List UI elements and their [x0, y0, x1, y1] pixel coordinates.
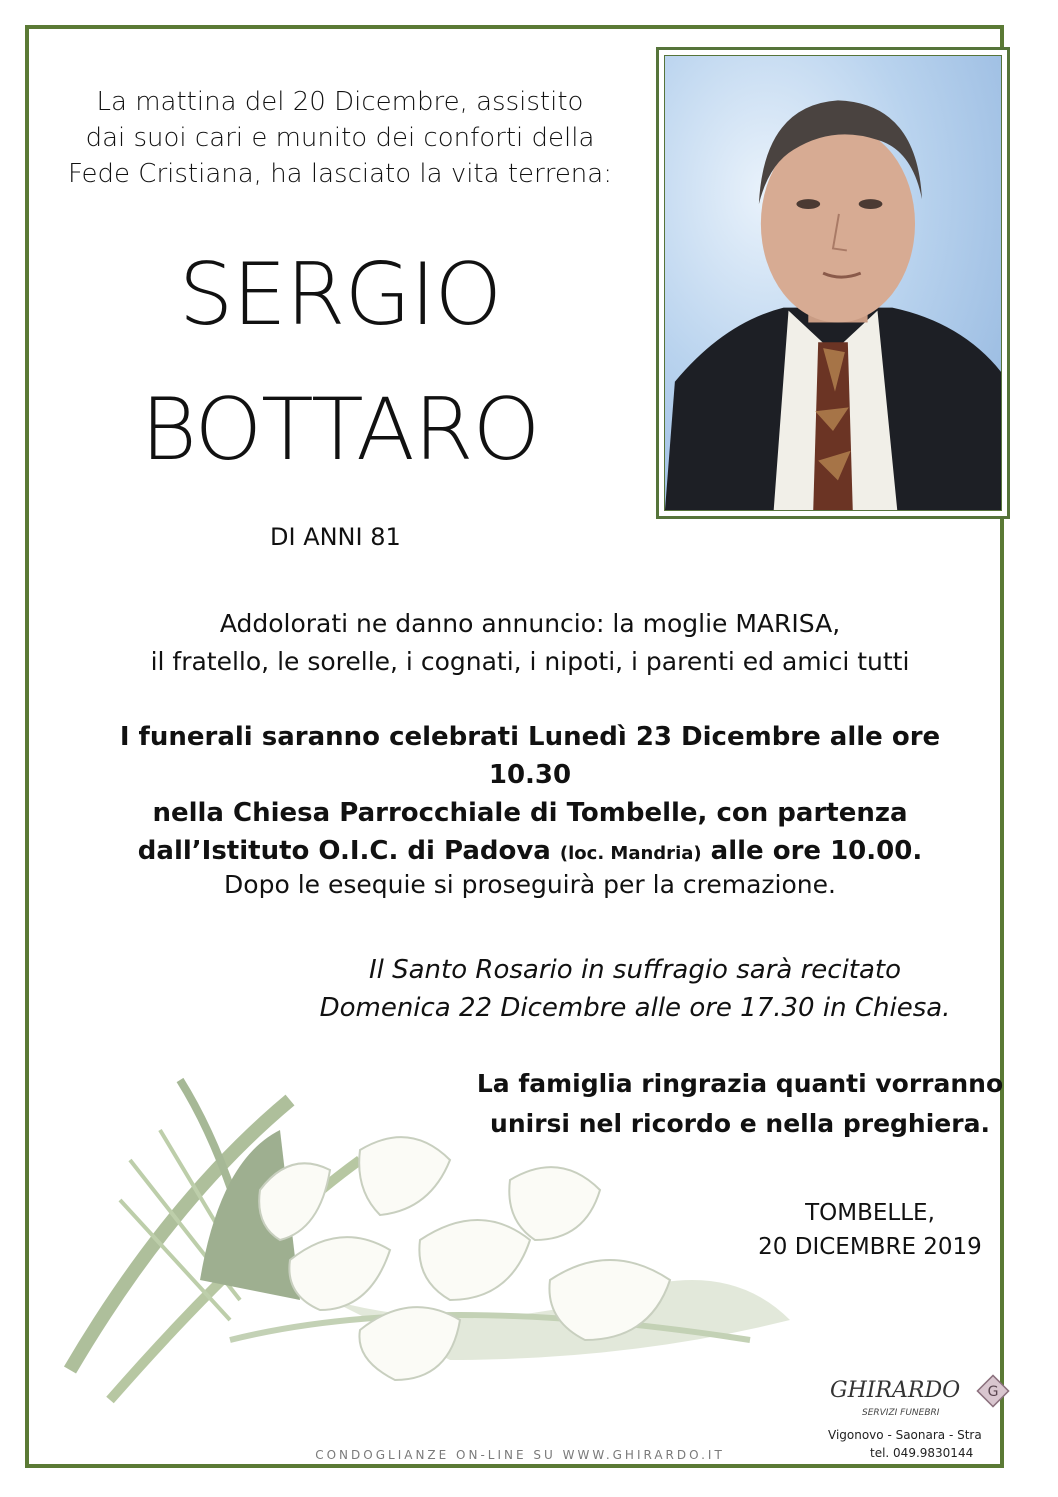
family-thanks: La famiglia ringrazia quanti vorranno unirsi nel ricordo e nella preghiera.	[476, 1069, 1004, 1138]
cremation-note: Dopo le esequie si proseguirà per la cremazione.	[224, 870, 836, 899]
logo-phone: tel. 049.9830144	[870, 1446, 974, 1460]
deceased-age: DI ANNI 81	[270, 523, 401, 551]
deceased-last-name: BOTTARO	[140, 380, 540, 480]
logo-diamond-icon	[976, 1374, 1010, 1408]
intro-text: La mattina del 20 Dicembre, assistito dai suoi cari e munito dei conforti della Fede Cristiana, ha lasciato la vita terrena:	[68, 87, 612, 189]
portrait-photo	[664, 55, 1002, 511]
rosary-note: Il Santo Rosario in suffragio sarà recitato Domenica 22 Dicembre alle ore 17.30 in Chiesa.	[319, 955, 951, 1023]
logo-name: GHIRARDO	[830, 1378, 961, 1403]
announcement-text: Addolorati ne danno annuncio: la moglie MARISA, il fratello, le sorelle, i cognati, i nipoti, i parenti ed amici tutti	[150, 609, 910, 676]
place-and-date: TOMBELLE, 20 DICEMBRE 2019	[758, 1200, 982, 1260]
online-condolences-footer: CONDOGLIANZE ON-LINE SU WWW.GHIRARDO.IT	[315, 1448, 725, 1462]
portrait-frame	[656, 47, 1010, 519]
logo-address: Vigonovo - Saonara - Stra	[828, 1428, 982, 1442]
deceased-first-name: SERGIO	[178, 245, 502, 345]
svg-text:G: G	[987, 1384, 999, 1400]
funeral-details: I funerali saranno celebrati Lunedì 23 Dicembre alle ore 10.30 nella Chiesa Parrocchiale di Tombelle, con partenza dall’Istituto O.I.C. di Padova (loc. Mandria) alle ore 10.00.	[119, 722, 941, 866]
logo-subtitle: SERVIZI FUNEBRI	[862, 1408, 940, 1418]
